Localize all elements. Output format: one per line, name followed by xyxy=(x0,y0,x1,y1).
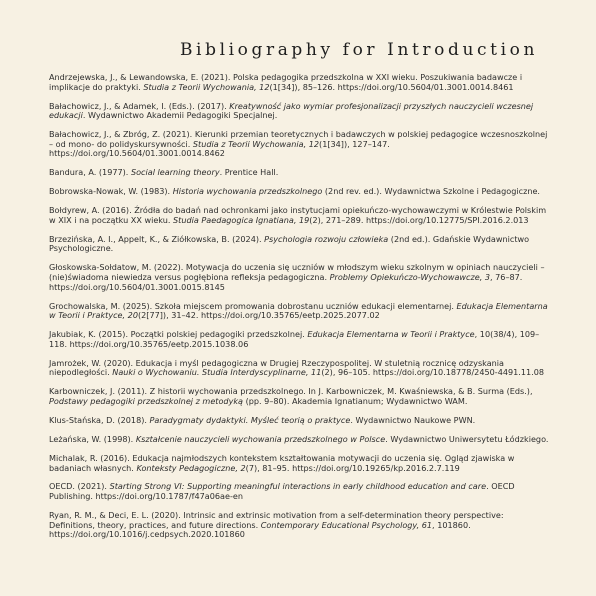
entry-italic-title: Studia Paedagogica Ignatiana, 19 xyxy=(173,214,310,225)
bibliography-entry xyxy=(49,130,549,159)
entry-text: Ryan, R. M., & Deci, E. L. (2020). Intrinsic and extrinsic motivation from a self-determination theory perspective: Definitions, theory, practices, and future directions. xyxy=(49,510,504,530)
bibliography-list xyxy=(49,73,549,549)
entry-text: Leżańska, W. (1998). xyxy=(49,433,136,444)
bibliography-entry xyxy=(49,263,549,292)
entry-details: . Wydawnictwo Akademii Pedagogiki Specjalnej. xyxy=(82,110,278,121)
entry-text: Jakubiak, K. (2015). Początki polskiej pedagogiki przedszkolnej. xyxy=(49,329,308,340)
entry-text: Klus-Stańska, D. (2018). xyxy=(49,414,150,425)
entry-italic-title: Edukacja Elementarna w Teorii i Praktyce xyxy=(307,329,475,340)
entry-text: Bołdyrew, A. (2016). Źródła do badań nad ochronkami jako instytucjami opiekuńczo-wychowawczymi w Królestwie Polskim w XIX i na początku XX wieku. xyxy=(49,205,547,225)
bibliography-entry xyxy=(49,454,549,473)
entry-text: Bałachowicz, J., & Zbróg, Z. (2021). Kierunki przemian teoretycznych i badawczych w polskiej pedagogice wczesnoszkolnej – od mono- do polidyskursywności. xyxy=(49,129,548,149)
bibliography-entry xyxy=(49,511,549,540)
entry-details: , 101860. https://doi.org/10.1016/j.cedpsych.2020.101860 xyxy=(49,519,471,540)
entry-details: (7), 81–95. https://doi.org/10.19265/kp.2016.2.7.119 xyxy=(245,462,460,473)
bibliography-entry xyxy=(49,187,549,197)
entry-text: Michalak, R. (2016). Edukacja najmłodszych kontekstem kształtowania motywacji do uczenia się. Ogląd zjawiska w badaniach własnych. xyxy=(49,452,515,473)
bibliography-entry xyxy=(49,482,549,501)
entry-text: Bobrowska-Nowak, W. (1983). xyxy=(49,186,173,197)
entry-details: . Wydawnictwo Naukowe PWN. xyxy=(350,414,476,425)
entry-details: (2nd ed.). Gdańskie Wydawnictwo Psychologiczne. xyxy=(49,233,530,254)
entry-details: (1[34]), 127–147. https://doi.org/10.5604/01.3001.0014.8462 xyxy=(49,138,390,159)
entry-italic-title: Studia z Teorii Wychowania, 12 xyxy=(192,138,320,149)
page-title: Bibliography for Introduction xyxy=(179,40,538,60)
entry-italic-title: Social learning theory xyxy=(130,167,220,178)
entry-details: (2[77]), 31–42. https://doi.org/10.35765/eetp.2025.2077.02 xyxy=(137,310,380,321)
bibliography-entry xyxy=(49,359,549,378)
entry-text: Brzezińska, A. I., Appelt, K., & Ziółkowska, B. (2024). xyxy=(49,233,265,244)
entry-details: , 76–87. https://doi.org/10.5604/01.3001.0015.8145 xyxy=(49,272,523,292)
entry-details: (1[34]), 85–126. https://doi.org/10.5604/01.3001.0014.8461 xyxy=(269,81,514,92)
bibliography-entry xyxy=(49,416,549,426)
entry-text: Bandura, A. (1977). xyxy=(49,167,131,178)
bibliography-entry xyxy=(49,302,549,321)
entry-italic-title: Studia z Teorii Wychowania, 12 xyxy=(143,81,270,92)
entry-text: Jamrożek, W. (2020). Edukacja i myśl pedagogiczna w Drugiej Rzeczypospolitej. W stuletnią rocznicę odzyskania niepodległości. xyxy=(49,357,504,378)
entry-details: . OECD Publishing. https://doi.org/10.1787/f47a06ae-en xyxy=(49,481,515,502)
entry-details: (2nd rev. ed.). Wydawnictwa Szkolne i Pedagogiczne. xyxy=(322,186,540,197)
entry-italic-title: Contemporary Educational Psychology, 61 xyxy=(260,519,433,530)
entry-italic-title: Kreatywność jako wymiar profesjonalizacji przyszłych nauczycieli wczesnej edukacji xyxy=(49,100,534,121)
bibliography-entry xyxy=(49,435,549,445)
entry-text: Karbowniczek, J. (2011). Z historii wychowania przedszkolnego. In J. Karbowniczek, M. Kwaśniewska, & B. Surma (Eds.), xyxy=(49,386,533,397)
bibliography-entry xyxy=(49,168,549,178)
entry-italic-title: Nauki o Wychowaniu. Studia Interdyscyplinarne, 11 xyxy=(112,367,322,378)
entry-italic-title: Edukacja Elementarna w Teorii i Praktyce, 20 xyxy=(49,300,548,321)
entry-italic-title: Starting Strong VI: Supporting meaningful interactions in early childhood education and care xyxy=(109,481,487,492)
entry-italic-title: Podstawy pedagogiki przedszkolnej z metodyką xyxy=(49,395,244,406)
entry-italic-title: Konteksty Pedagogiczne, 2 xyxy=(136,462,246,473)
bibliography-entry xyxy=(49,102,549,121)
entry-text: Głoskowska-Sołdatow, M. (2022). Motywacja do uczenia się uczniów w młodszym wieku szkolnym w opiniach nauczycieli – (nie)świadoma niewiedza versus pogłębiona refleksja pedagogiczna. xyxy=(49,262,545,283)
bibliography-entry xyxy=(49,206,549,225)
entry-text: Grochowalska, M. (2025). Szkoła miejscem promowania dobrostanu uczniów edukacji elementarnej. xyxy=(49,300,457,311)
entry-details: , 10(38/4), 109–118. https://doi.org/10.35765/eetp.2015.1038.06 xyxy=(49,329,540,349)
entry-text: OECD. (2021). xyxy=(49,481,110,492)
entry-details: . Prentice Hall. xyxy=(219,167,279,178)
entry-italic-title: Kształcenie nauczycieli wychowania przedszkolnego w Polsce xyxy=(135,433,386,444)
bibliography-entry xyxy=(49,235,549,254)
entry-italic-title: Historia wychowania przedszkolnego xyxy=(172,186,323,197)
entry-details: (2), 96–105. https://doi.org/10.18778/2450-4491.11.08 xyxy=(321,367,545,378)
entry-details: . Wydawnictwo Uniwersytetu Łódzkiego. xyxy=(385,433,549,444)
entry-italic-title: Psychologia rozwoju człowieka xyxy=(264,233,389,244)
entry-text: Andrzejewska, J., & Lewandowska, E. (2021). Polska pedagogika przedszkolna w XXI wieku. Poszukiwania badawcze i implikacje do praktyki. xyxy=(49,72,523,92)
bibliography-entry xyxy=(49,73,549,92)
entry-details: (pp. 9–80). Akademia Ignatianum; Wydawnictwo WAM. xyxy=(243,395,468,406)
entry-italic-title: Problemy Opiekuńczo-Wychowawcze, 3 xyxy=(329,272,490,283)
entry-details: (2), 271–289. https://doi.org/10.12775/SPI.2016.2.013 xyxy=(309,214,529,225)
entry-text: Bałachowicz, J., & Adamek, I. (Eds.). (2017). xyxy=(49,100,230,111)
bibliography-entry xyxy=(49,387,549,406)
entry-italic-title: Paradygmaty dydaktyki. Myśleć teorią o praktyce xyxy=(149,414,351,425)
bibliography-entry xyxy=(49,330,549,349)
